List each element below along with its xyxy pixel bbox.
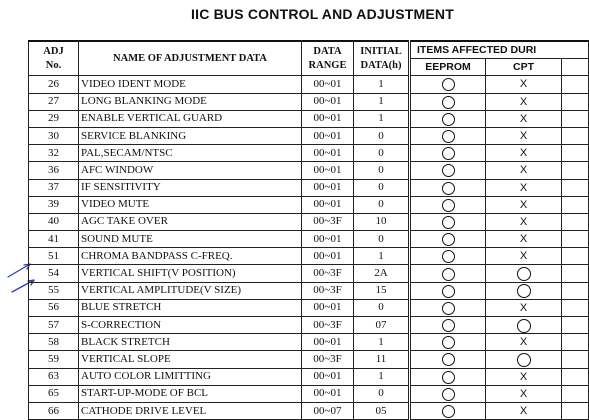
cell-name: VERTICAL AMPLITUDE(V SIZE) bbox=[79, 282, 302, 299]
cell-cpt bbox=[486, 385, 562, 402]
circle-mark-icon bbox=[442, 78, 455, 91]
cell-cut-off bbox=[562, 196, 589, 213]
cell-range: 00~3F bbox=[302, 317, 354, 334]
circle-mark-icon bbox=[442, 182, 455, 195]
cell-adj-no: 59 bbox=[29, 351, 79, 368]
cell-range: 00~01 bbox=[302, 110, 354, 127]
cell-range: 00~3F bbox=[302, 282, 354, 299]
circle-mark-icon bbox=[442, 388, 455, 401]
cell-cpt bbox=[486, 179, 562, 196]
cell-cut-off bbox=[562, 127, 589, 144]
x-mark: X bbox=[519, 215, 528, 228]
circle-mark-icon bbox=[517, 284, 531, 298]
circle-mark-icon bbox=[517, 319, 531, 333]
cell-name: VIDEO IDENT MODE bbox=[79, 76, 302, 93]
cell-adj-no: 63 bbox=[29, 368, 79, 385]
cell-cpt bbox=[486, 282, 562, 299]
cell-cpt bbox=[486, 368, 562, 385]
table-row bbox=[29, 145, 589, 162]
header-initial-line1: INITIAL bbox=[360, 45, 402, 57]
x-mark: X bbox=[519, 387, 528, 400]
cell-cut-off bbox=[562, 317, 589, 334]
cell-name: VERTICAL SLOPE bbox=[79, 351, 302, 368]
header-name: NAME OF ADJUSTMENT DATA bbox=[79, 41, 302, 76]
cell-cut-off bbox=[562, 368, 589, 385]
cell-eeprom bbox=[410, 368, 486, 385]
cell-eeprom bbox=[410, 179, 486, 196]
x-mark: X bbox=[519, 250, 528, 263]
cell-initial: 15 bbox=[354, 282, 410, 299]
x-mark: X bbox=[519, 233, 528, 246]
circle-mark-icon bbox=[442, 302, 455, 315]
cell-name: AGC TAKE OVER bbox=[79, 213, 302, 230]
cell-name: VIDEO MUTE bbox=[79, 196, 302, 213]
circle-mark-icon bbox=[442, 353, 455, 366]
cell-cut-off bbox=[562, 162, 589, 179]
cell-eeprom bbox=[410, 265, 486, 282]
cell-initial: 1 bbox=[354, 368, 410, 385]
cell-eeprom bbox=[410, 317, 486, 334]
cell-range: 00~01 bbox=[302, 93, 354, 110]
cell-name: START-UP-MODE OF BCL bbox=[79, 385, 302, 402]
cell-cpt bbox=[486, 162, 562, 179]
cell-name: PAL,SECAM/NTSC bbox=[79, 145, 302, 162]
cell-eeprom bbox=[410, 162, 486, 179]
cell-cpt bbox=[486, 213, 562, 230]
cell-cut-off bbox=[562, 402, 589, 419]
cell-initial: 07 bbox=[354, 317, 410, 334]
circle-mark-icon bbox=[442, 199, 455, 212]
cell-cut-off bbox=[562, 265, 589, 282]
cell-eeprom bbox=[410, 282, 486, 299]
cell-eeprom bbox=[410, 231, 486, 248]
circle-mark-icon bbox=[442, 216, 455, 229]
cell-eeprom bbox=[410, 145, 486, 162]
x-mark: X bbox=[519, 336, 528, 349]
cell-initial: 0 bbox=[354, 179, 410, 196]
header-initial-line2: DATA(h) bbox=[360, 59, 402, 71]
cell-eeprom bbox=[410, 248, 486, 265]
x-mark: X bbox=[519, 198, 528, 211]
table-body bbox=[29, 76, 589, 420]
table-row bbox=[29, 127, 589, 144]
table-row bbox=[29, 299, 589, 316]
cell-name: SERVICE BLANKING bbox=[79, 127, 302, 144]
circle-mark-icon bbox=[442, 250, 455, 263]
cell-adj-no: 41 bbox=[29, 231, 79, 248]
cell-range: 00~01 bbox=[302, 162, 354, 179]
cell-initial: 0 bbox=[354, 162, 410, 179]
cell-range: 00~3F bbox=[302, 265, 354, 282]
cell-cut-off bbox=[562, 248, 589, 265]
circle-mark-icon bbox=[442, 130, 455, 143]
cell-cut-off bbox=[562, 93, 589, 110]
cell-adj-no: 30 bbox=[29, 127, 79, 144]
circle-mark-icon bbox=[442, 96, 455, 109]
cell-range: 00~01 bbox=[302, 76, 354, 93]
cell-adj-no: 56 bbox=[29, 299, 79, 316]
cell-eeprom bbox=[410, 76, 486, 93]
circle-mark-icon bbox=[442, 147, 455, 160]
cell-initial: 10 bbox=[354, 213, 410, 230]
cell-initial: 0 bbox=[354, 299, 410, 316]
table-row bbox=[29, 402, 589, 419]
cell-name: S-CORRECTION bbox=[79, 317, 302, 334]
cell-cpt bbox=[486, 402, 562, 419]
header-range-line1: DATA bbox=[313, 45, 342, 57]
adjustment-table-container bbox=[28, 40, 588, 418]
header-cpt: CPT bbox=[486, 59, 562, 76]
table-row bbox=[29, 179, 589, 196]
cell-cpt bbox=[486, 145, 562, 162]
cell-eeprom bbox=[410, 334, 486, 351]
cell-initial: 1 bbox=[354, 110, 410, 127]
table-row bbox=[29, 93, 589, 110]
x-mark: X bbox=[519, 147, 528, 160]
cell-cpt bbox=[486, 93, 562, 110]
cell-cut-off bbox=[562, 179, 589, 196]
table-row bbox=[29, 317, 589, 334]
x-mark: X bbox=[519, 164, 528, 177]
table-row bbox=[29, 110, 589, 127]
cell-name: IF SENSITIVITY bbox=[79, 179, 302, 196]
cell-adj-no: 58 bbox=[29, 334, 79, 351]
header-eeprom: EEPROM bbox=[410, 59, 486, 76]
table-row bbox=[29, 282, 589, 299]
cell-eeprom bbox=[410, 213, 486, 230]
cell-initial: 0 bbox=[354, 231, 410, 248]
header-adj bbox=[29, 41, 79, 76]
cell-initial: 0 bbox=[354, 196, 410, 213]
cell-eeprom bbox=[410, 196, 486, 213]
page-title: IIC BUS CONTROL AND ADJUSTMENT bbox=[191, 6, 454, 22]
x-mark: X bbox=[519, 78, 528, 91]
circle-mark-icon bbox=[442, 164, 455, 177]
cell-name: SOUND MUTE bbox=[79, 231, 302, 248]
table-row bbox=[29, 162, 589, 179]
x-mark: X bbox=[519, 181, 528, 194]
cell-initial: 11 bbox=[354, 351, 410, 368]
cell-cpt bbox=[486, 299, 562, 316]
table-row bbox=[29, 196, 589, 213]
table-row bbox=[29, 231, 589, 248]
cell-adj-no: 40 bbox=[29, 213, 79, 230]
cell-initial: 05 bbox=[354, 402, 410, 419]
cell-cut-off bbox=[562, 282, 589, 299]
cell-name: CHROMA BANDPASS C-FREQ. bbox=[79, 248, 302, 265]
header-adj-line2: No. bbox=[45, 59, 62, 71]
cell-name: BLACK STRETCH bbox=[79, 334, 302, 351]
x-mark: X bbox=[519, 95, 528, 108]
header-range-line2: RANGE bbox=[308, 59, 347, 71]
cell-adj-no: 55 bbox=[29, 282, 79, 299]
table-row bbox=[29, 334, 589, 351]
circle-mark-icon bbox=[442, 233, 455, 246]
cell-cut-off bbox=[562, 385, 589, 402]
cell-range: 00~01 bbox=[302, 196, 354, 213]
cell-initial: 0 bbox=[354, 145, 410, 162]
cell-eeprom bbox=[410, 127, 486, 144]
cell-cpt bbox=[486, 248, 562, 265]
cell-range: 00~3F bbox=[302, 213, 354, 230]
circle-mark-icon bbox=[442, 405, 455, 418]
cell-cpt bbox=[486, 334, 562, 351]
cell-adj-no: 54 bbox=[29, 265, 79, 282]
cell-range: 00~01 bbox=[302, 248, 354, 265]
arrow-stroke-upper bbox=[8, 264, 30, 277]
cell-range: 00~3F bbox=[302, 351, 354, 368]
table-row bbox=[29, 265, 589, 282]
x-mark: X bbox=[519, 301, 528, 314]
cell-eeprom bbox=[410, 385, 486, 402]
cell-cut-off bbox=[562, 145, 589, 162]
cell-name: CATHODE DRIVE LEVEL bbox=[79, 402, 302, 419]
cell-range: 00~01 bbox=[302, 127, 354, 144]
cell-initial: 2A bbox=[354, 265, 410, 282]
cell-initial: 1 bbox=[354, 93, 410, 110]
x-mark: X bbox=[519, 112, 528, 125]
cell-adj-no: 37 bbox=[29, 179, 79, 196]
cell-cut-off bbox=[562, 76, 589, 93]
header-adj-line1: ADJ bbox=[43, 45, 64, 57]
cell-initial: 1 bbox=[354, 76, 410, 93]
cell-cpt bbox=[486, 265, 562, 282]
table-row bbox=[29, 351, 589, 368]
cell-range: 00~01 bbox=[302, 231, 354, 248]
cell-cut-off bbox=[562, 231, 589, 248]
cell-initial: 1 bbox=[354, 248, 410, 265]
cell-cut-off bbox=[562, 299, 589, 316]
cell-adj-no: 65 bbox=[29, 385, 79, 402]
cell-cpt bbox=[486, 351, 562, 368]
cell-adj-no: 57 bbox=[29, 317, 79, 334]
table-row bbox=[29, 213, 589, 230]
cell-adj-no: 32 bbox=[29, 145, 79, 162]
circle-mark-icon bbox=[442, 268, 455, 281]
cell-range: 00~01 bbox=[302, 334, 354, 351]
circle-mark-icon bbox=[517, 267, 531, 281]
cell-adj-no: 51 bbox=[29, 248, 79, 265]
header-initial bbox=[354, 41, 410, 76]
header-cut-off bbox=[562, 59, 589, 76]
x-mark: X bbox=[519, 370, 528, 383]
cell-cut-off bbox=[562, 213, 589, 230]
header-range bbox=[302, 41, 354, 76]
cell-cut-off bbox=[562, 351, 589, 368]
cell-name: AFC WINDOW bbox=[79, 162, 302, 179]
cell-range: 00~01 bbox=[302, 385, 354, 402]
cell-range: 00~07 bbox=[302, 402, 354, 419]
cell-cut-off bbox=[562, 334, 589, 351]
adjustment-table bbox=[28, 40, 589, 420]
cell-range: 00~01 bbox=[302, 368, 354, 385]
header-items-affected: ITEMS AFFECTED DURI bbox=[410, 41, 589, 59]
cell-cpt bbox=[486, 127, 562, 144]
cell-cpt bbox=[486, 317, 562, 334]
cell-adj-no: 36 bbox=[29, 162, 79, 179]
x-mark: X bbox=[519, 405, 528, 418]
cell-eeprom bbox=[410, 110, 486, 127]
cell-range: 00~01 bbox=[302, 179, 354, 196]
cell-cpt bbox=[486, 110, 562, 127]
header-row-1 bbox=[29, 41, 589, 59]
cell-name: ENABLE VERTICAL GUARD bbox=[79, 110, 302, 127]
circle-mark-icon bbox=[442, 319, 455, 332]
circle-mark-icon bbox=[442, 113, 455, 126]
circle-mark-icon bbox=[442, 336, 455, 349]
table-row bbox=[29, 368, 589, 385]
cell-name: VERTICAL SHIFT(V POSITION) bbox=[79, 265, 302, 282]
cell-cpt bbox=[486, 231, 562, 248]
cell-eeprom bbox=[410, 351, 486, 368]
cell-adj-no: 66 bbox=[29, 402, 79, 419]
circle-mark-icon bbox=[517, 353, 531, 367]
cell-name: AUTO COLOR LIMITTING bbox=[79, 368, 302, 385]
cell-eeprom bbox=[410, 299, 486, 316]
cell-adj-no: 26 bbox=[29, 76, 79, 93]
cell-eeprom bbox=[410, 93, 486, 110]
cell-cut-off bbox=[562, 110, 589, 127]
x-mark: X bbox=[519, 130, 528, 143]
table-row bbox=[29, 76, 589, 93]
cell-name: BLUE STRETCH bbox=[79, 299, 302, 316]
cell-initial: 0 bbox=[354, 385, 410, 402]
cell-name: LONG BLANKING MODE bbox=[79, 93, 302, 110]
table-row bbox=[29, 385, 589, 402]
cell-initial: 1 bbox=[354, 334, 410, 351]
circle-mark-icon bbox=[442, 371, 455, 384]
cell-adj-no: 29 bbox=[29, 110, 79, 127]
cell-initial: 0 bbox=[354, 127, 410, 144]
cell-cpt bbox=[486, 76, 562, 93]
circle-mark-icon bbox=[442, 285, 455, 298]
cell-adj-no: 39 bbox=[29, 196, 79, 213]
cell-eeprom bbox=[410, 402, 486, 419]
cell-range: 00~01 bbox=[302, 299, 354, 316]
cell-adj-no: 27 bbox=[29, 93, 79, 110]
cell-cpt bbox=[486, 196, 562, 213]
table-row bbox=[29, 248, 589, 265]
cell-range: 00~01 bbox=[302, 145, 354, 162]
